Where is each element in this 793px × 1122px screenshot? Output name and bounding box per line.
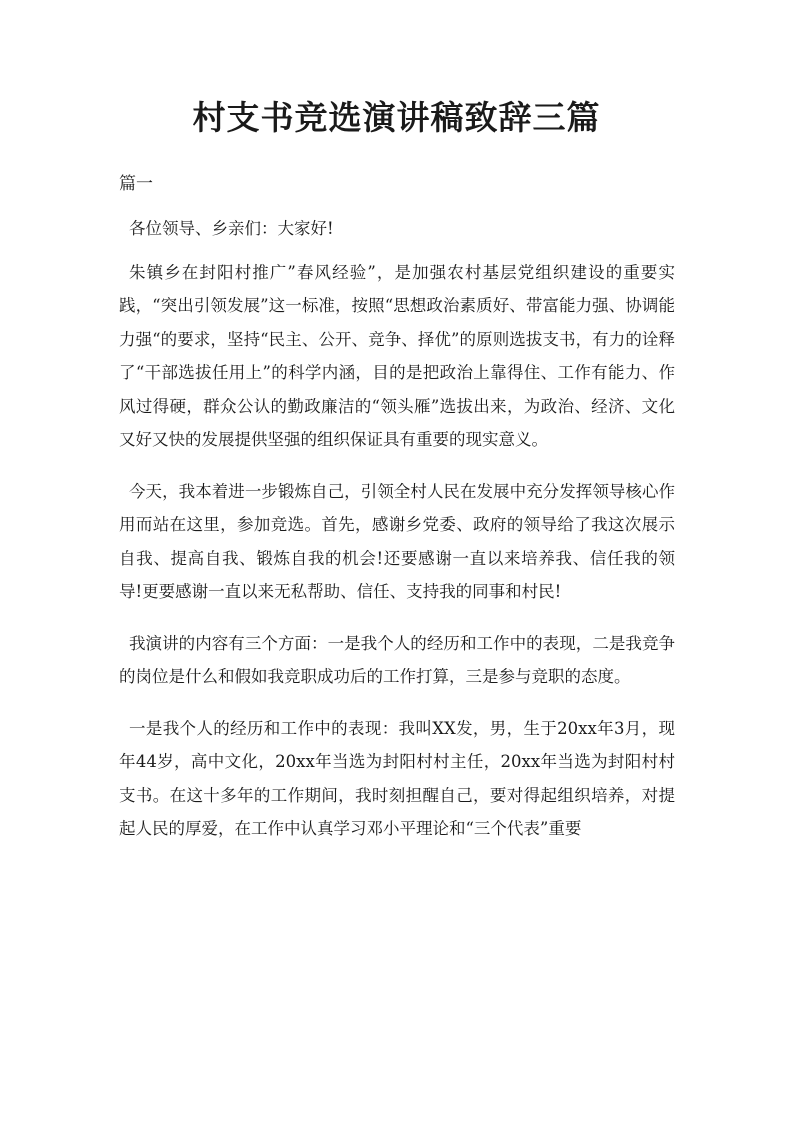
document-title: 村支书竞选演讲稿致辞三篇 <box>192 98 601 137</box>
section-heading: 篇一 <box>119 174 153 194</box>
paragraph-gratitude: 今天，我本着进一步锻炼自己，引领全村人民在发展中充分发挥领导核心作用而站在这里，参加竞选。首先，感谢乡党委、政府的领导给了我这次展示自我、提高自我、锻炼自我的机会!还要感谢一直以来培养我、信任我的领导!更要感谢一直以来无私帮助、信任、支持我的同事和村民! <box>119 481 675 601</box>
document-body <box>119 212 675 864</box>
paragraph-greeting: 各位领导、乡亲们：大家好! <box>129 219 334 238</box>
paragraph-personal-history: 一是我个人的经历和工作中的表现：我叫XX发，男，生于20xx年3月，现年44岁，高中文化，20xx年当选为封阳村村主任，20xx年当选为封阳村村支书。在这十多年的工作期间，我时刻担醒自己，要对得起组织培养，对提起人民的厚爱，在工作中认真学习邓小平理论和“三个代表”重要 <box>119 718 675 838</box>
paragraph-introduction: 朱镇乡在封阳村推广”春风经验”，是加强农村基层党组织建设的重要实践，“突出引领发展”这一标准，按照“思想政治素质好、带富能力强、协调能力强“的要求，坚持“民主、公开、竞争、择优”的原则选拔支书，有力的诠释了“干部选拔任用上”的科学内涵，目的是把政治上靠得住、工作有能力、作风过得硬，群众公认的勤政廉洁的“领头雁”选拔出来，为政治、经济、文化又好又快的发展提供坚强的组织保证具有重要的现实意义。 <box>119 262 675 449</box>
paragraph-outline: 我演讲的内容有三个方面：一是我个人的经历和工作中的表现，二是我竞争的岗位是什么和假如我竞职成功后的工作打算，三是参与竞职的态度。 <box>119 633 675 686</box>
